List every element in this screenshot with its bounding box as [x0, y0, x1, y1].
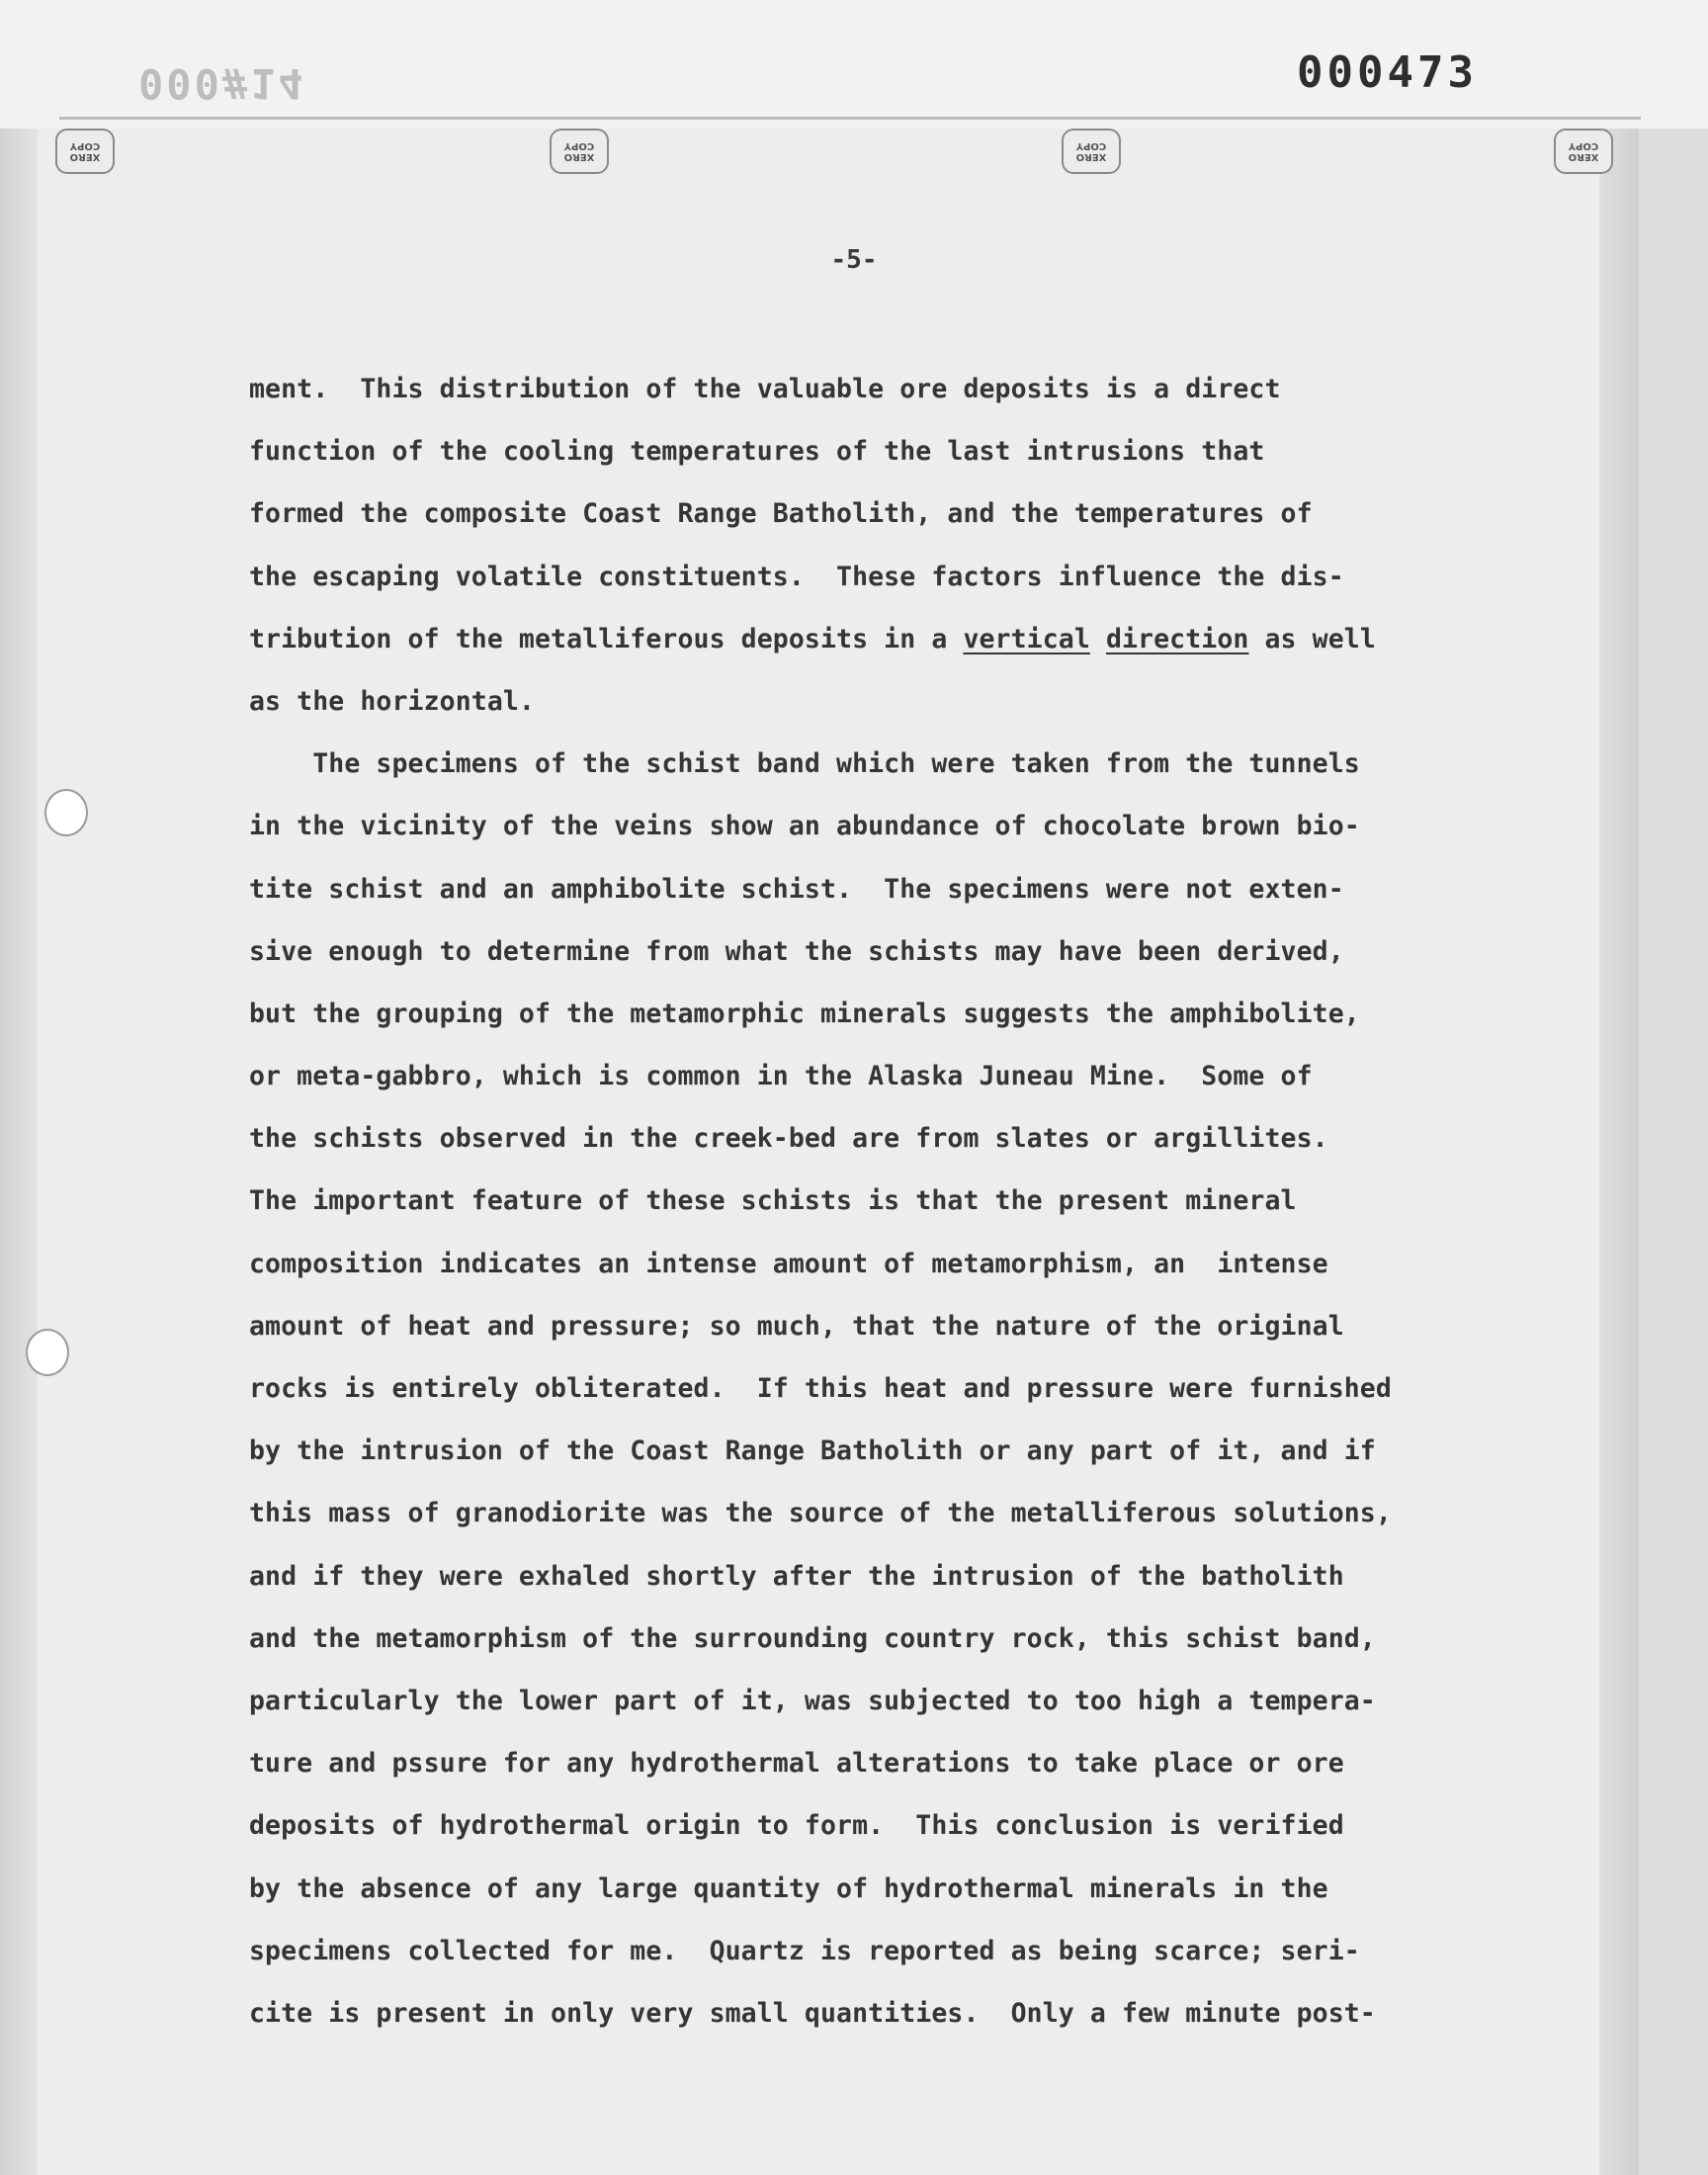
underlined-word-vertical: vertical [963, 623, 1090, 654]
text-line: rocks is entirely obliterated. If this heat and pressure were furnished [249, 1373, 1392, 1404]
text-line: amount of heat and pressure; so much, that the nature of the original [249, 1310, 1344, 1342]
xero-copy-label: XERO COPY [1075, 140, 1107, 162]
text-segment: tribution of the metalliferous deposits in a [249, 623, 964, 654]
xero-copy-tab [1554, 129, 1613, 174]
text-line: The important feature of these schists is that the present mineral [249, 1185, 1297, 1217]
tape-line [59, 117, 1641, 120]
text-line: formed the composite Coast Range Batholith, and the temperatures of [249, 498, 1313, 530]
text-line: in the vicinity of the veins show an abundance of chocolate brown bio- [249, 811, 1360, 842]
body-text [249, 370, 1593, 2056]
text-line: composition indicates an intense amount of metamorphism, an intense [249, 1248, 1328, 1279]
xero-copy-label: XERO COPY [1568, 140, 1599, 162]
text-line: the escaping volatile constituents. These factors influence the dis- [249, 561, 1344, 592]
punch-hole [44, 789, 88, 836]
text-line: by the intrusion of the Coast Range Batholith or any part of it, and if [249, 1436, 1376, 1467]
underlined-word-direction: direction [1105, 623, 1249, 654]
xero-copy-label: XERO COPY [69, 140, 101, 162]
text-line: by the absence of any large quantity of hydrothermal minerals in the [249, 1872, 1328, 1904]
text-segment: as well [1248, 623, 1376, 654]
page-number: -5- [830, 245, 878, 275]
text-line: and if they were exhaled shortly after the intrusion of the batholith [249, 1560, 1344, 1592]
faded-page-stamp: 000#14 [138, 59, 306, 108]
text-line: as the horizontal. [249, 685, 535, 717]
punch-hole [26, 1329, 69, 1376]
text-line: ment. This distribution of the valuable ore deposits is a direct [249, 374, 1281, 404]
text-line: the schists observed in the creek-bed are from slates or argillites. [249, 1123, 1328, 1155]
text-line: cite is present in only very small quantities. Only a few minute post- [249, 1997, 1376, 2029]
xero-copy-tab [550, 129, 609, 174]
text-line: or meta-gabbro, which is common in the Alaska Juneau Mine. Some of [249, 1061, 1313, 1092]
xero-copy-tab [1062, 129, 1121, 174]
text-line: deposits of hydrothermal origin to form. This conclusion is verified [249, 1810, 1344, 1842]
text-line: but the grouping of the metamorphic minerals suggests the amphibolite, [249, 998, 1360, 1029]
text-line: and the metamorphism of the surrounding country rock, this schist band, [249, 1622, 1376, 1654]
page-stamp-number: 000473 [1297, 47, 1478, 98]
text-line: ture and pssure for any hydrothermal alterations to take place or ore [249, 1748, 1344, 1780]
text-line: function of the cooling temperatures of the last intrusions that [249, 436, 1265, 468]
text-line: tite schist and an amphibolite schist. The specimens were not exten- [249, 873, 1344, 905]
scan-left-edge [0, 95, 40, 2175]
text-line [249, 620, 1593, 682]
text-line: this mass of granodiorite was the source of the metalliferous solutions, [249, 1498, 1392, 1529]
text-line: specimens collected for me. Quartz is reported as being scarce; seri- [249, 1935, 1360, 1966]
text-line: sive enough to determine from what the schists may have been derived, [249, 935, 1344, 967]
text-segment [1090, 624, 1106, 654]
xero-copy-label: XERO COPY [563, 140, 595, 162]
text-line: particularly the lower part of it, was subjected to too high a tempera- [249, 1685, 1376, 1716]
scan-right-edge [1599, 95, 1639, 2175]
text-line: The specimens of the schist band which were taken from the tunnels [249, 748, 1360, 780]
xero-copy-tab [55, 129, 115, 174]
